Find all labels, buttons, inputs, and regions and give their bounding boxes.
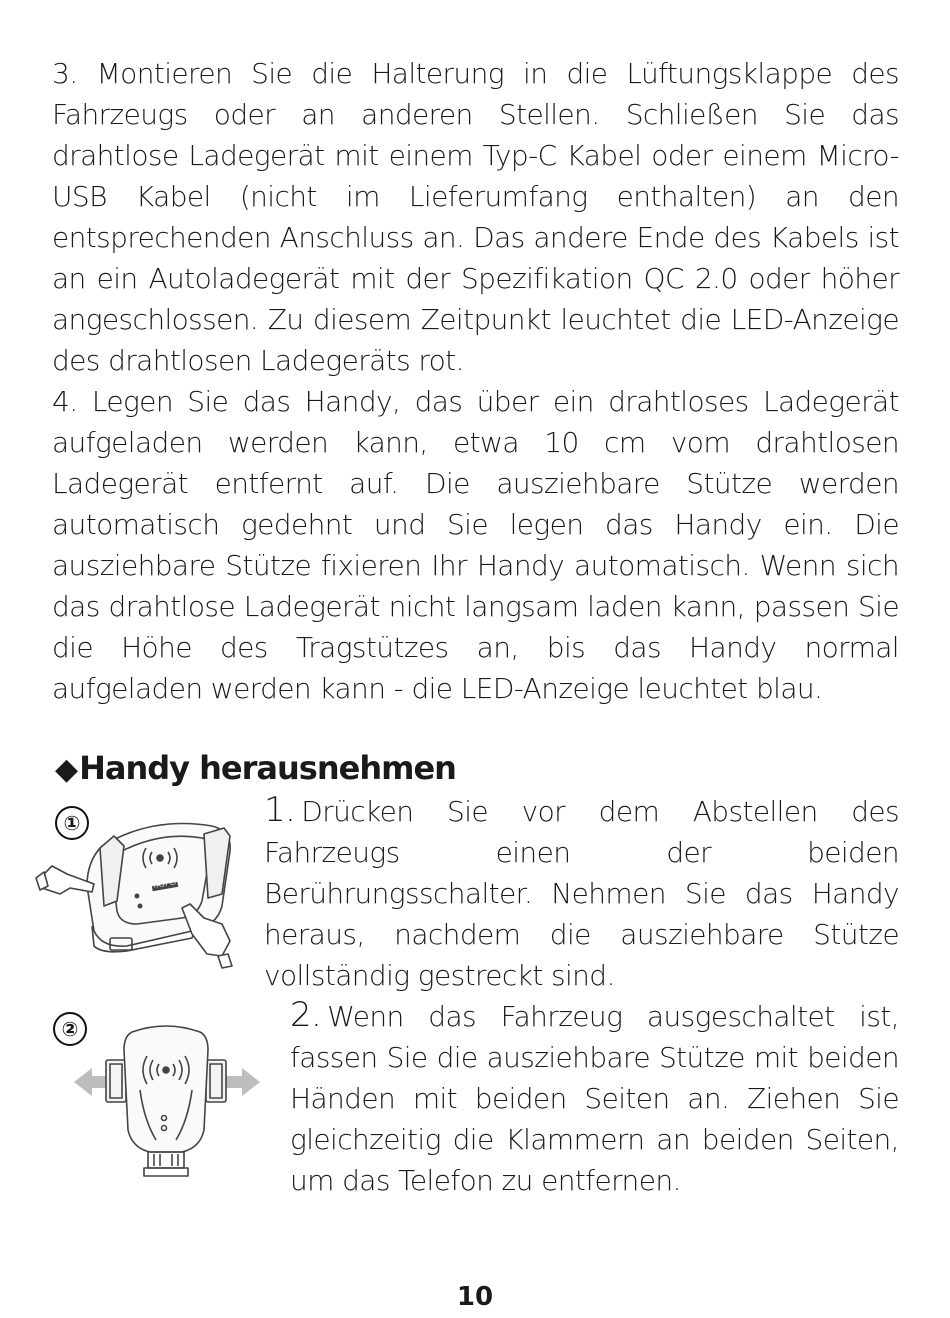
step-2-text: Wenn das Fahrzeug ausgeschaltet ist, fassen Sie die ausziehbare Stütze mit beiden Händen mit beiden Seiten an. Ziehen Sie gleichzeitig die Klammern an beiden Seiten, um das Telefon zu entfernen. [290, 1000, 899, 1197]
page-number: 10 [456, 1282, 494, 1312]
fast-charge-label: FAST CHARGE [153, 875, 196, 890]
section-heading [55, 748, 456, 790]
step-1-number: 1. [264, 790, 296, 830]
step-1-marker: ① [55, 806, 89, 840]
step-2-number: 2. [290, 995, 322, 1035]
instruction-step-3: 3. Montieren Sie die Halterung in die Lüftungsklappe des Fahrzeugs oder an anderen Stellen. Schließen Sie das drahtlose Ladegerät mit einem Typ-C Kabel oder einem Micro-USB Kabel (nicht im Lieferumfang enthalten) an den entsprechenden Anschluss an. Das andere Ende des Kabels ist an ein Autoladegerät mit der Spezifikation QC 2.0 oder höher angeschlossen. Zu diesem Zeitpunkt leuchtet die LED-Anzeige des drahtlosen Ladegeräts rot. [52, 57, 899, 377]
step-1-text: Drücken Sie vor dem Abstellen des Fahrzeugs einen der beiden Berührungsschalter. Nehmen Sie das Handy heraus, nachdem die ausziehbare Stütze vollständig gestreckt sind. [264, 795, 899, 992]
step-2-marker: ② [53, 1012, 87, 1046]
car-mount-pull-clamps-illustration [72, 1020, 262, 1185]
removal-step-2 [290, 995, 899, 1201]
removal-step-1 [264, 790, 899, 996]
section-title: Handy herausnehmen [79, 749, 456, 787]
diamond-bullet-icon: ◆ [55, 752, 78, 787]
instruction-step-4: 4. Legen Sie das Handy, das über ein drahtloses Ladegerät aufgeladen werden kann, etwa 10 cm vom drahtlosen Ladegerät entfernt auf. Die ausziehbare Stütze werden automatisch gedehnt und Sie legen das Handy ein. Die ausziehbare Stütze fixieren Ihr Handy automatisch. Wenn sich das drahtlose Ladegerät nicht langsam laden kann, passen Sie die Höhe des Tragstützes an, bis das Handy normal aufgeladen werden kann - die LED-Anzeige leuchtet blau. [52, 385, 899, 705]
